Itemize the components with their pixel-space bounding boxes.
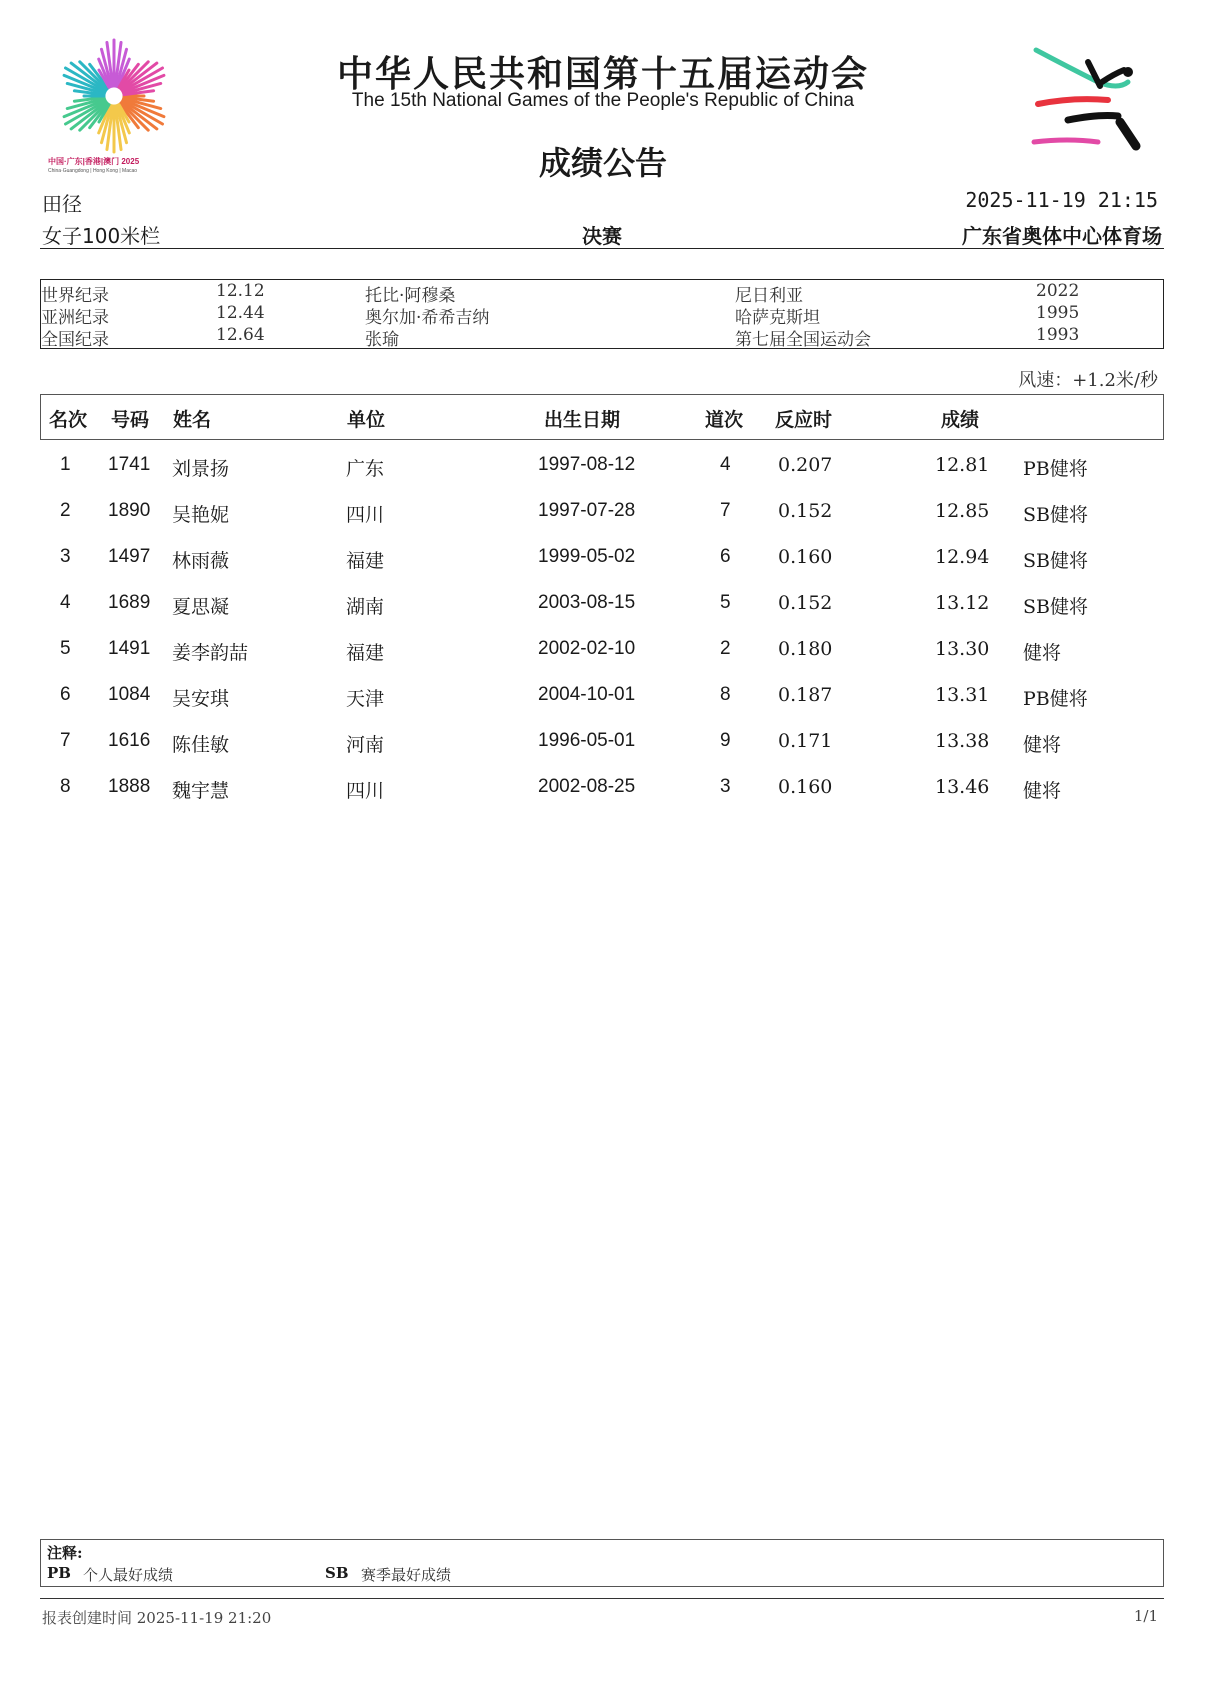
cell-reaction: 0.160 [778,776,833,798]
cell-note: SB健将 [1023,550,1088,572]
cell-name: 夏思凝 [172,596,230,618]
record-row [41,281,1163,306]
cell-note: PB健将 [1023,688,1088,710]
cell-note: 健将 [1023,642,1062,664]
cell-bib: 1084 [108,684,151,705]
header-dob: 出生日期 [544,409,621,431]
table-row [40,446,1164,486]
table-row [40,676,1164,716]
record-mark: 12.44 [216,303,265,323]
cell-dob: 2002-02-10 [538,638,636,659]
cell-reaction: 0.207 [778,454,833,476]
cell-lane: 8 [720,684,731,705]
header-name: 姓名 [173,409,212,431]
record-type: 全国纪录 [41,330,109,350]
cell-lane: 4 [720,454,731,475]
cell-reaction: 0.171 [778,730,833,752]
record-year: 2022 [1036,281,1080,301]
record-country: 第七届全国运动会 [735,330,871,350]
cell-rank: 8 [60,776,71,797]
event-phase: 决赛 [582,224,622,248]
cell-name: 林雨薇 [172,550,230,572]
cell-dob: 1997-07-28 [538,500,636,521]
cell-note: SB健将 [1023,596,1088,618]
records-table [40,279,1164,349]
cell-result: 13.31 [935,684,990,706]
cell-lane: 6 [720,546,731,567]
wind-reading: 风速：+1.2米/秒 [1018,370,1158,391]
cell-lane: 9 [720,730,731,751]
results-header [40,394,1164,440]
cell-bib: 1491 [108,638,151,659]
cell-dob: 2003-08-15 [538,592,636,613]
record-type: 亚洲纪录 [41,308,109,328]
header-result: 成绩 [941,409,980,431]
cell-note: 健将 [1023,780,1062,802]
page-number: 1/1 [1133,1607,1158,1625]
cell-team: 广东 [346,458,385,480]
cell-dob: 2004-10-01 [538,684,636,705]
record-type: 世界纪录 [41,286,109,306]
cell-result: 13.12 [935,592,990,614]
cell-name: 魏宇慧 [172,780,230,802]
cell-reaction: 0.180 [778,638,833,660]
table-row [40,584,1164,624]
report-created-time: 报表创建时间 2025-11-19 21:20 [42,1609,272,1627]
cell-rank: 1 [60,454,71,475]
cell-rank: 5 [60,638,71,659]
cell-reaction: 0.152 [778,500,833,522]
cell-note: PB健将 [1023,458,1088,480]
cell-rank: 6 [60,684,71,705]
pb-code: PB [47,1564,71,1582]
cell-name: 陈佳敏 [172,734,230,756]
cell-lane: 7 [720,500,731,521]
record-country: 哈萨克斯坦 [735,308,820,328]
cell-reaction: 0.160 [778,546,833,568]
header-rank: 名次 [49,409,88,431]
table-row [40,722,1164,762]
header-team: 单位 [347,409,386,431]
cell-rank: 4 [60,592,71,613]
cell-lane: 3 [720,776,731,797]
cell-bib: 1616 [108,730,151,751]
record-holder: 奥尔加·希希吉纳 [365,308,490,328]
cell-lane: 2 [720,638,731,659]
record-year: 1995 [1036,303,1080,323]
event-header [40,220,1164,249]
cell-dob: 2002-08-25 [538,776,636,797]
notes-box [40,1539,1164,1587]
table-row [40,630,1164,670]
header-reaction: 反应时 [775,409,833,431]
cell-bib: 1890 [108,500,151,521]
cell-result: 12.94 [935,546,990,568]
cell-note: 健将 [1023,734,1062,756]
sb-description: 赛季最好成绩 [361,1566,452,1584]
cell-name: 刘景扬 [172,458,230,480]
pb-description: 个人最好成绩 [83,1566,174,1584]
cell-team: 福建 [346,550,385,572]
record-holder: 张瑜 [365,330,399,350]
event-name: 女子100米栏 [42,224,161,248]
cell-result: 12.85 [935,500,990,522]
cell-name: 姜李韵喆 [172,642,249,664]
cell-note: SB健将 [1023,504,1088,526]
cell-lane: 5 [720,592,731,613]
cell-team: 四川 [346,504,385,526]
record-row [41,303,1163,328]
venue: 广东省奥体中心体育场 [962,224,1162,248]
games-title-cn: 中华人民共和国第十五届运动会 [336,54,869,95]
cell-name: 吴安琪 [172,688,230,710]
cell-result: 13.30 [935,638,990,660]
cell-team: 湖南 [346,596,385,618]
cell-team: 河南 [346,734,385,756]
cell-reaction: 0.187 [778,684,833,706]
cell-bib: 1741 [108,454,151,475]
games-title-en: The 15th National Games of the People's Republic of China [351,90,855,111]
record-holder: 托比·阿穆桑 [365,286,456,306]
cell-dob: 1996-05-01 [538,730,636,751]
header-lane: 道次 [705,409,744,431]
table-row [40,492,1164,532]
footer-divider [40,1598,1164,1599]
table-row [40,768,1164,808]
header-bib: 号码 [111,409,150,431]
record-mark: 12.12 [216,281,265,301]
cell-dob: 1999-05-02 [538,546,636,567]
notes-title: 注释: [47,1544,83,1562]
cell-bib: 1888 [108,776,151,797]
report-datetime: 2025-11-19 21:15 [965,188,1158,212]
cell-rank: 3 [60,546,71,567]
discipline: 田径 [42,192,82,216]
record-country: 尼日利亚 [735,286,803,306]
cell-name: 吴艳妮 [172,504,230,526]
cell-reaction: 0.152 [778,592,833,614]
cell-rank: 7 [60,730,71,751]
cell-rank: 2 [60,500,71,521]
cell-team: 福建 [346,642,385,664]
document-title: 成绩公告 [538,144,667,182]
logo-subtext: China·Guangdong | Hong Kong | Macao [48,168,138,174]
record-mark: 12.64 [216,325,265,345]
cell-result: 13.38 [935,730,990,752]
cell-result: 13.46 [935,776,990,798]
cell-team: 四川 [346,780,385,802]
table-row [40,538,1164,578]
record-row [41,325,1163,350]
cell-team: 天津 [346,688,385,710]
cell-dob: 1997-08-12 [538,454,636,475]
cell-bib: 1689 [108,592,151,613]
sb-code: SB [325,1564,349,1582]
record-year: 1993 [1036,325,1080,345]
cell-bib: 1497 [108,546,151,567]
logo-text: 中国·广东|香港|澳门 2025 [48,157,140,166]
cell-result: 12.81 [935,454,990,476]
